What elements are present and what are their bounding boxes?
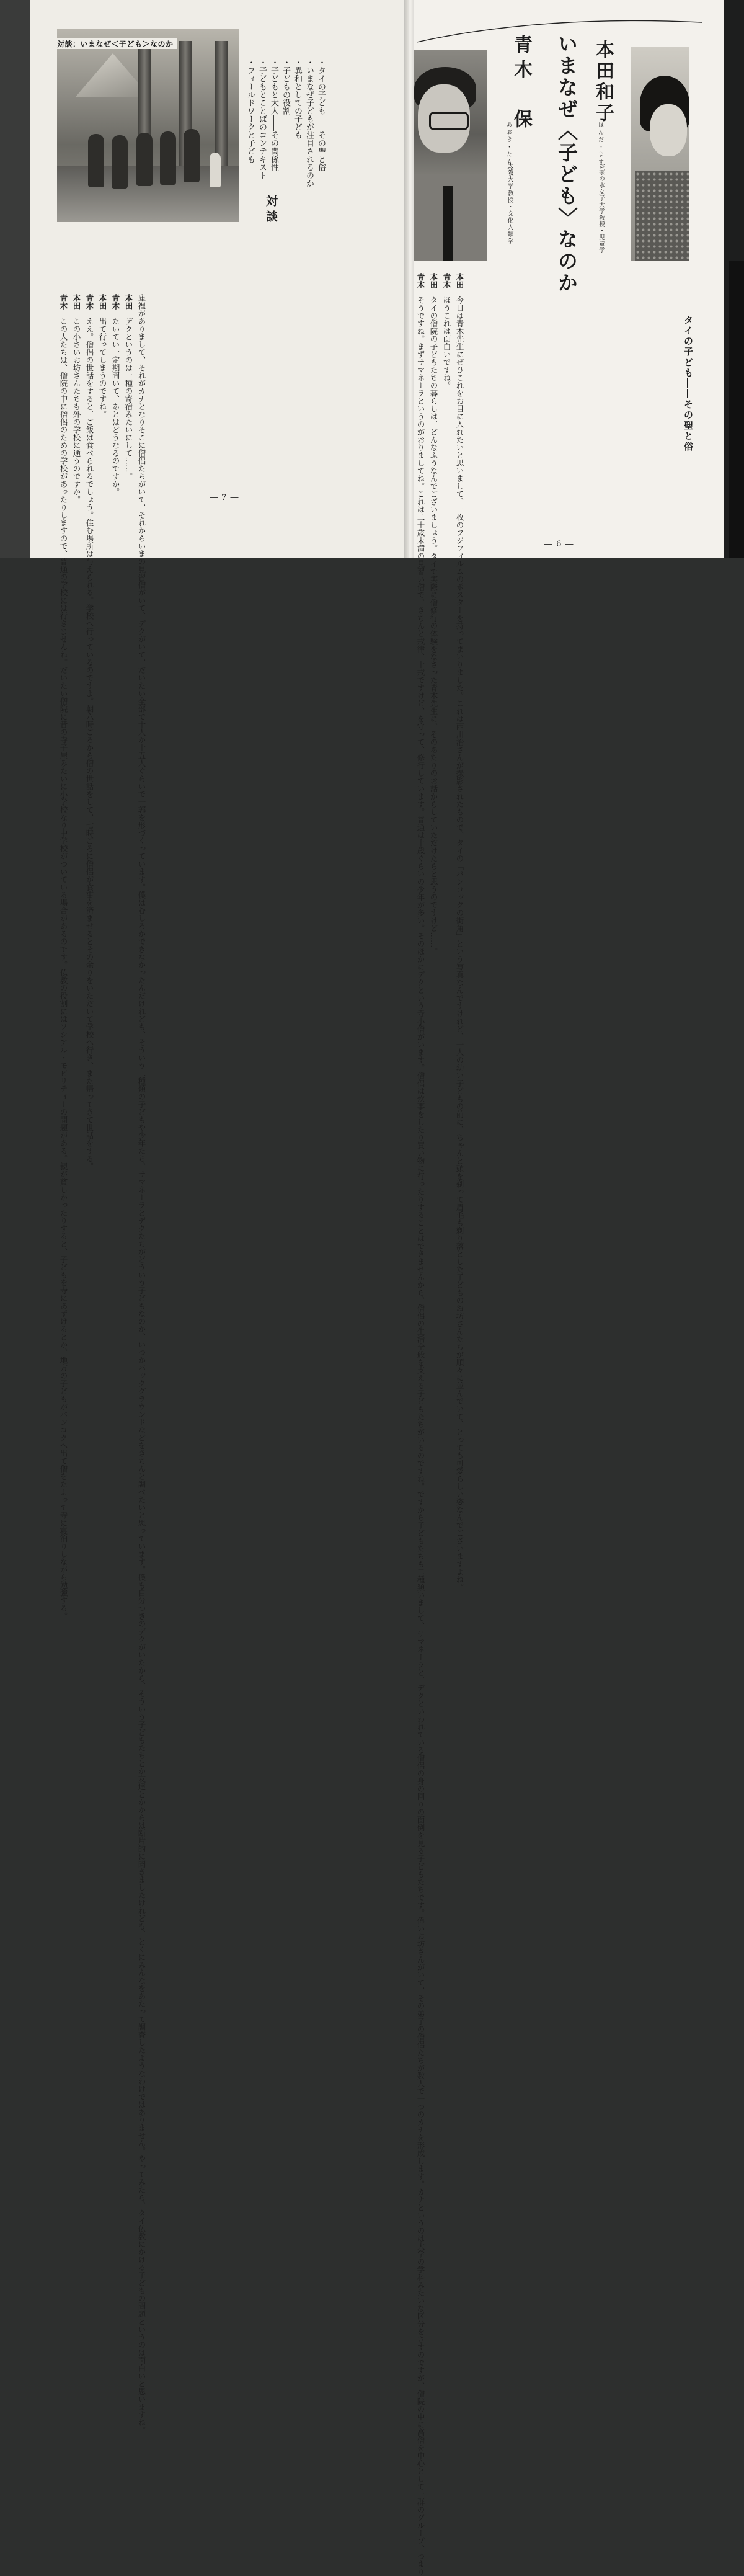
honda-portrait-photo <box>631 47 689 261</box>
paragraph-text: 出て行ってしまうのですね。 <box>98 317 107 418</box>
contents-list <box>244 58 327 191</box>
paragraph <box>122 294 135 505</box>
running-head: 対談：いまなぜ＜子ども＞なのか <box>57 38 177 49</box>
paragraph <box>96 294 109 505</box>
paragraph <box>57 294 70 1620</box>
paragraph <box>427 273 440 955</box>
paragraph-text: 庫裡がありまして、それがカナとなりそこに僧侶たちがいて、それからいまの見習僧がいて、デクがいて、だいたい全部で十人か十五人ぐらいで一郭を形づくっています。僕はむしろかできなかったんだけれども、そういう二種類の子どもや少年たち、サマネーラとデクたちがどういう子どもなのか、いつかバックグラウンドなどをきちんと調べたいと思っています。僕も自分つきのデクがいたから、そういう子どもたちとか友達とかからは断片的に聞きましたけれども、とくにみんなをあたって調査したようなわけではありません。やってみたら、タイ仏教にかける子どもの問題というのは面白いと思いますね。 <box>137 294 146 2434</box>
speaker-name-aoki: 青木 保 <box>510 35 532 134</box>
page-number: ― 6 ― <box>544 540 574 549</box>
background-strip <box>729 261 744 558</box>
speaker-label: 本田 <box>124 294 133 310</box>
speaker-label: 青木 <box>85 294 94 310</box>
paragraph <box>414 273 427 2576</box>
speaker-label: 青木 <box>442 273 451 288</box>
paragraph-text: 今日は青木先生にぜひこれをお目に入れたいと思いまして、一枚のフジフィルムのポスターを持ってまいりました。これは西川治さんが撮影されたもので、タイの「バンコックの街角」という写真なんですけれど、一人の幼い子どもの前に、ちゃんと頭を剃って眉毛も剃り落とした子どものお坊さんたちが順々に並んでいて、とっても可愛らしい姿なんでございますよね。 <box>455 296 464 1591</box>
aoki-portrait-photo <box>414 50 487 261</box>
paragraph-text: たいてい一定期間いて、あとはどうなるのですか。 <box>111 317 120 496</box>
speaker-affiliation-honda: お茶の水女子大学教授・児童学 <box>598 163 604 254</box>
contents-item: ・子どもの役割 <box>281 58 290 115</box>
speaker-label: 青木 <box>111 294 120 310</box>
temple-monks-photo <box>57 29 239 222</box>
paragraph <box>453 273 466 1591</box>
speaker-label: 本田 <box>98 294 107 310</box>
body-text-right <box>414 273 466 2576</box>
speaker-label: 本田 <box>429 273 438 288</box>
paragraph-text: タイの僧院の子どもたちの暮らしは、どんなふうなんでございましょう。タイで実際に僧修行の体験をなさった青木先生に、そのあたりのお話からしていただけたらと思うのですけど……。 <box>429 296 438 955</box>
section-heading: タイの子ども――その聖と俗 <box>683 315 694 452</box>
paragraph-text: そうですね。まずサマネーラというのがおりましてね。これは二十歳未満の見習い僧で、きちんと戒律、十戒ですけど、を守って、修行しています。普通は十歳ぐらいの少年が多い。そのほかにデクという寺小僧がいます。僧侶は炊事をしたり買い物に行ったりすることはできませんから、僧侶の生活全般を支える子どもたちがいるのですね。ですから子どもたちも二種類いまして、サマネーラと、デクといわれている僧侶の身の回りの面倒を見る子どもたちです。偉いお坊さんがいて、その弟子の僧侶たちが数人で一つのカナを形成します。カナというのは大学の学科みたいな区分をさすのですが、僧院の中に高僧を中心として一群のグループ、つまり <box>416 296 425 2576</box>
speaker-label: 本田 <box>455 273 464 288</box>
body-text-left <box>57 294 148 2434</box>
article-title: いまなぜ〈子ども〉なのか <box>555 33 578 294</box>
paragraph-text: この小さいお坊さんたちも外の学校に通うのですか。 <box>72 317 81 504</box>
speaker-kana-aoki: あおき・たもつ <box>505 122 512 174</box>
book-gutter <box>404 0 414 558</box>
page-number: ― 7 ― <box>210 493 239 502</box>
speaker-label: 青木 <box>59 294 68 310</box>
contents-item: ・フィールドワークと子ども <box>246 58 255 163</box>
paragraph <box>70 294 83 505</box>
speaker-name-honda: 本田和子 <box>592 40 614 124</box>
contents-item: ・タイの子ども――その聖と俗 <box>316 58 326 171</box>
paragraph-text: デクというのは一種の寄宿みたいにして……。 <box>124 317 133 480</box>
contents-item: ・子どもとことばのコンテキスト <box>257 58 267 179</box>
speaker-kana-honda: ほんだ・ますこ <box>597 122 603 174</box>
taidan-label: 対談 <box>264 195 278 226</box>
paragraph <box>83 294 96 1170</box>
paragraph <box>135 294 148 2434</box>
speaker-affiliation-aoki: 大阪大学教授・文化人類学 <box>506 163 513 244</box>
contents-item: ・子どもと大人――その関係性 <box>269 58 278 171</box>
paragraph <box>109 294 122 505</box>
paragraph-text: ほうこれは面白いですね。 <box>442 296 451 390</box>
contents-item: ・いまなぜ子どもが注目されるのか <box>304 58 314 187</box>
speaker-label: 本田 <box>72 294 81 310</box>
speaker-label: 青木 <box>416 273 425 288</box>
paragraph-text: この人たちは、僧院の中に僧侶のための学校があったりしますので、普通の学校には行きませんね。だいたい僧院に昔の寺子屋みたいに小学校なり中学校がついている場合があるのです。仏教の役割にはソシアル・モビリティーの問題がある。親が貧しかったりすると、子どもを寺にあずけるとか、地方の子どもがバンコクへ出て僧をたよって寺に寝泊りしながら勉強する。 <box>59 317 68 1620</box>
contents-item: ・異和としての子ども <box>293 58 302 139</box>
paragraph-text: ええ。僧侶の世話をすると、ご飯は食べられるでしょう。住む場所は与えられる。学校へ行っているのですよ。朝六時ごろから僧の世話をして、七時ごろに僧侶が食事を済ませるとその余りをいただいて学校へ行き、また帰ってきて世話をする。 <box>85 317 94 1170</box>
paragraph <box>440 273 453 533</box>
